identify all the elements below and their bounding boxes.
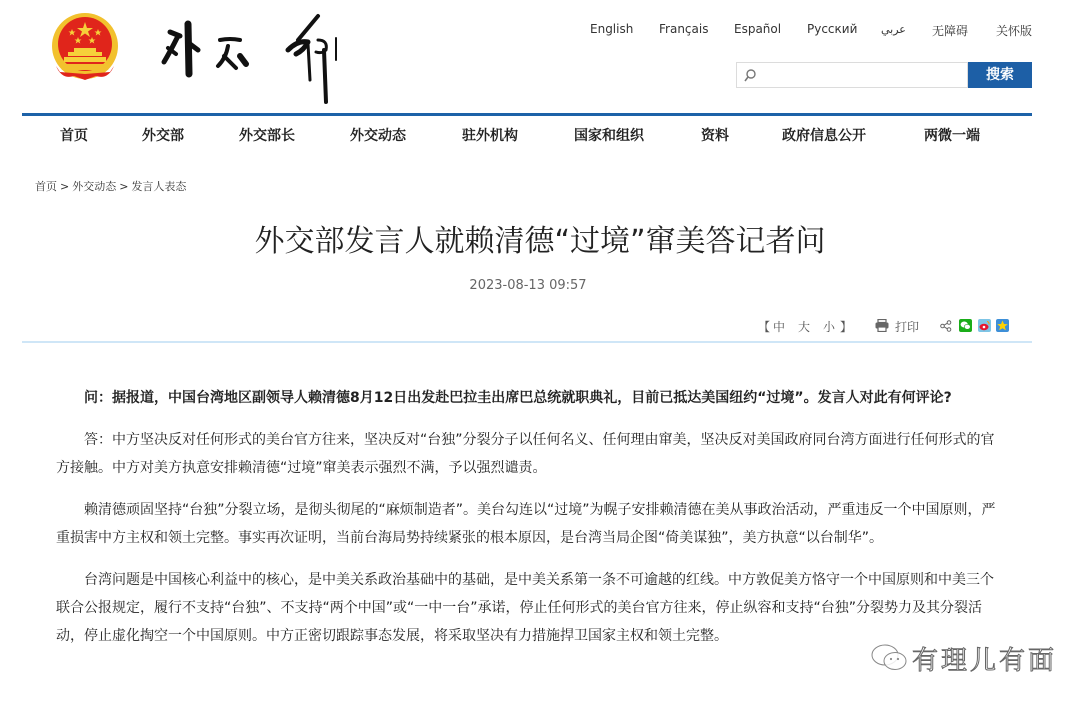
breadcrumb <box>35 178 186 194</box>
print-button[interactable]: 打印 <box>895 320 920 334</box>
article-body <box>56 384 1006 664</box>
font-size-small-button[interactable]: 小 <box>823 320 836 334</box>
accessibility-link[interactable]: 无障碍 <box>932 24 969 38</box>
wechat-watermark <box>870 640 1070 676</box>
elderly-care-version-link[interactable]: 关怀版 <box>996 24 1033 38</box>
search-button[interactable]: 搜索 <box>968 62 1032 88</box>
lang-english-link[interactable]: English <box>590 22 634 36</box>
wechat-watermark-icon <box>870 642 908 674</box>
search-icon <box>743 68 757 82</box>
weibo-icon[interactable] <box>978 319 991 332</box>
font-size-close-bracket: 】 <box>840 320 853 334</box>
font-size-open-bracket: 【 <box>758 320 771 334</box>
nav-item-resources[interactable]: 资料 <box>701 128 729 144</box>
font-size-large-button[interactable]: 中 <box>773 320 786 334</box>
print-icon[interactable] <box>875 319 889 332</box>
article-answer-paragraph: 答：中方坚决反对任何形式的美台官方往来，坚决反对“台独”分裂分子以任何名义、任何理由窜美，坚决反对美国政府同台湾方面进行任何形式的官方接触。中方对美方执意安排赖清德“过境”窜美表示强烈不满，予以强烈谴责。 <box>56 432 995 476</box>
content-divider <box>22 341 1032 343</box>
share-icon[interactable] <box>940 320 952 332</box>
lang-french-link[interactable]: Français <box>659 22 709 36</box>
nav-item-gov-info[interactable]: 政府信息公开 <box>782 128 866 144</box>
breadcrumb-diplomatic-news[interactable]: 外交动态 <box>72 180 117 193</box>
nav-item-home[interactable]: 首页 <box>60 128 88 144</box>
nav-item-ministry[interactable]: 外交部 <box>142 128 184 144</box>
font-size-medium-button[interactable]: 大 <box>798 320 811 334</box>
article-paragraph: 赖清德顽固坚持“台独”分裂立场，是彻头彻尾的“麻烦制造者”。美台勾连以“过境”为幌子安排赖清德在美从事政治活动，严重违反一个中国原则，严重损害中方主权和领土完整。事实再次证明，当前台海局势持续紧张的根本原因，是台湾当局企图“倚美谋独”，美方执意“以台制华”。 <box>56 502 996 546</box>
article-question-paragraph: 问：据报道，中国台湾地区副领导人赖清德8月12日出发赴巴拉圭出席巴总统就职典礼，目前已抵达美国纽约“过境”。发言人对此有何评论? <box>84 390 952 406</box>
article-tools <box>0 318 1080 336</box>
search-input[interactable] <box>759 64 964 86</box>
qzone-icon[interactable] <box>996 319 1009 332</box>
nav-item-social-media[interactable]: 两微一端 <box>924 128 980 144</box>
breadcrumb-home[interactable]: 首页 <box>35 180 57 193</box>
article-datetime: 2023-08-13 09:57 <box>469 278 587 293</box>
lang-russian-link[interactable]: Русский <box>807 22 858 36</box>
lang-spanish-link[interactable]: Español <box>734 22 782 36</box>
nav-item-countries-organizations[interactable]: 国家和组织 <box>574 128 644 144</box>
lang-arabic-link[interactable]: عربي <box>881 23 906 36</box>
article-paragraph: 台湾问题是中国核心利益中的核心，是中美关系政治基础中的基础，是中美关系第一条不可逾越的红线。中方敦促美方恪守一个中国原则和中美三个联合公报规定，履行不支持“台独”、不支持“两个中国”或“一中一台”承诺，停止任何形式的美台官方往来，停止纵容和支持“台独”分裂势力及其分裂活动，停止虚化掏空一个中国原则。中方正密切跟踪事态发展，将采取坚决有力措施捍卫国家主权和领土完整。 <box>56 572 994 644</box>
language-bar <box>0 22 1080 42</box>
breadcrumb-separator: > <box>119 180 129 193</box>
nav-item-minister[interactable]: 外交部长 <box>239 128 295 144</box>
main-nav <box>0 125 1080 147</box>
nav-item-missions-abroad[interactable]: 驻外机构 <box>462 128 518 144</box>
breadcrumb-spokesperson[interactable]: 发言人表态 <box>131 180 187 193</box>
wechat-icon[interactable] <box>959 319 972 332</box>
nav-item-diplomatic-news[interactable]: 外交动态 <box>350 128 406 144</box>
search-box <box>736 62 968 88</box>
article-title: 外交部发言人就赖清德“过境”窜美答记者问 <box>254 224 826 259</box>
header-divider <box>22 113 1032 116</box>
watermark-text: 有理儿有面 <box>912 646 1058 676</box>
breadcrumb-separator: > <box>60 180 70 193</box>
